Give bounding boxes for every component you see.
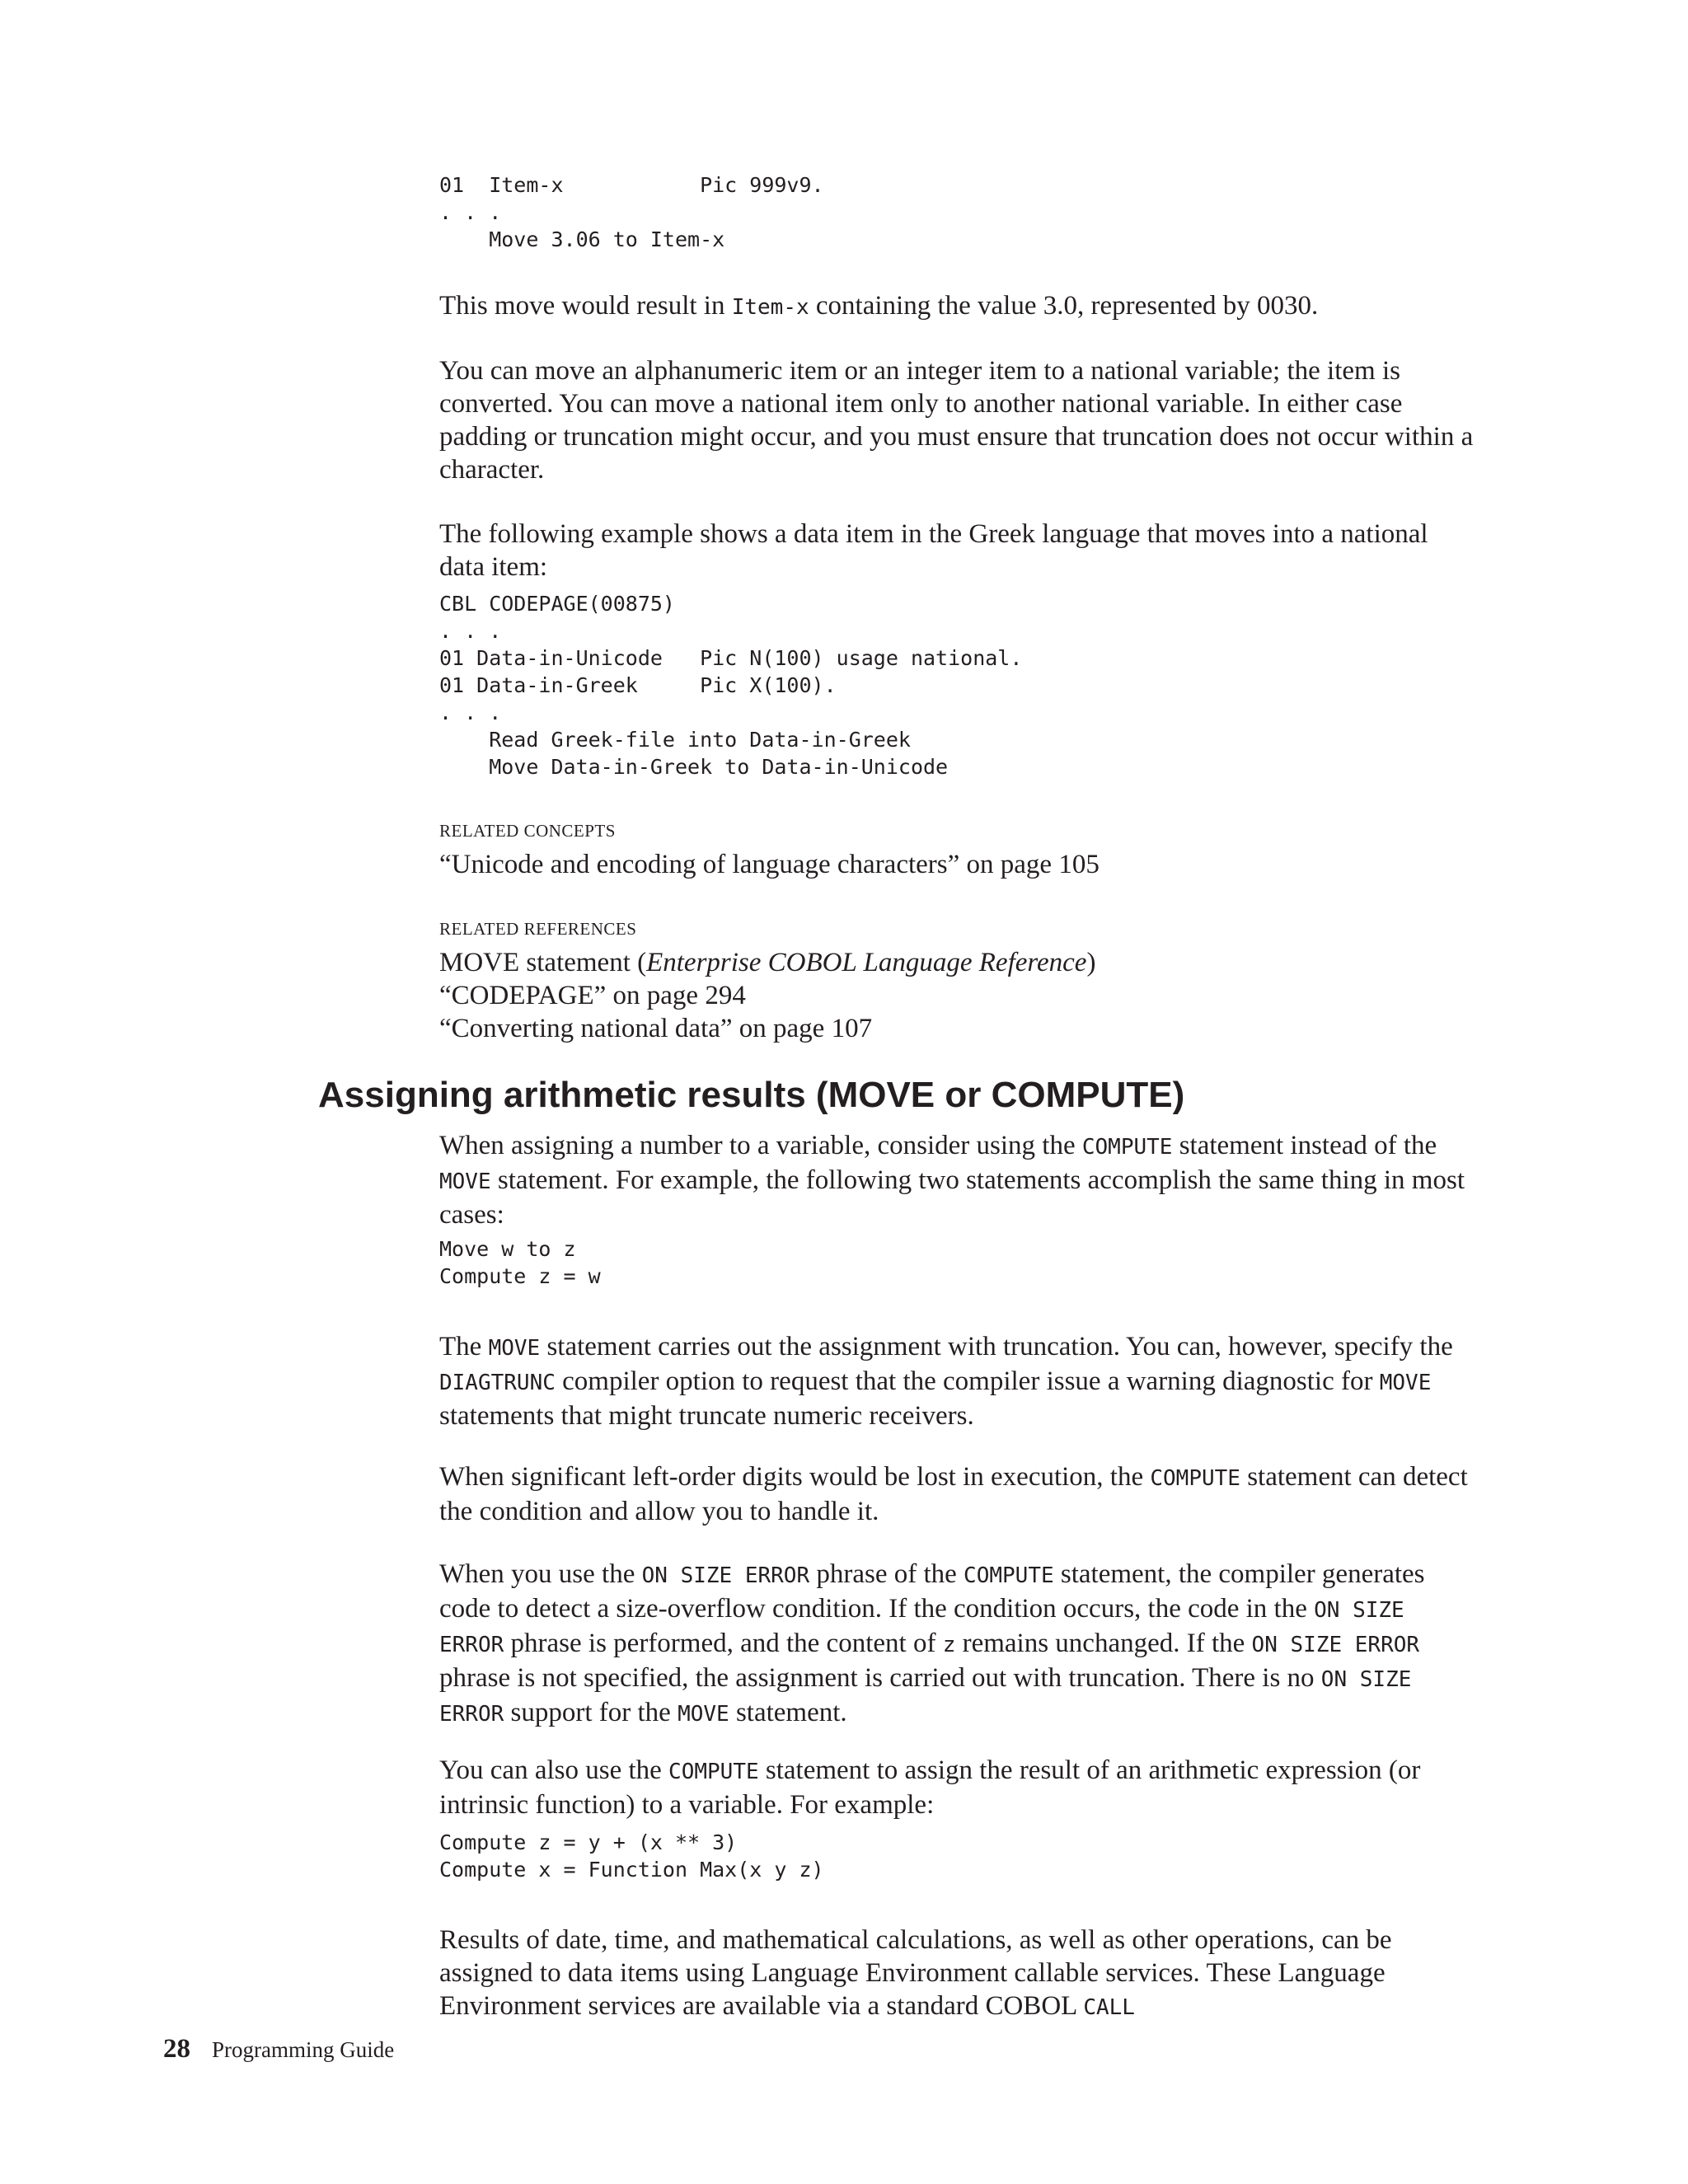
text-run: The <box>439 1332 489 1361</box>
inline-code: Item-x <box>731 295 809 320</box>
text-run: When assigning a number to a variable, consider using the <box>439 1131 1082 1160</box>
paragraph-on-size-error <box>439 1558 1478 1731</box>
book-title-footer: Programming Guide <box>212 2037 395 2062</box>
related-concepts-label: RELATED CONCEPTS <box>439 821 616 841</box>
related-references-label: RELATED REFERENCES <box>439 919 637 939</box>
text-run: phrase is not specified, the assignment is carried out with truncation. There is no <box>439 1663 1321 1693</box>
code-example-item-x: 01 Item-x Pic 999v9. . . . Move 3.06 to Item-x <box>439 173 824 251</box>
book-title: Enterprise COBOL Language Reference <box>646 948 1087 977</box>
paragraph-national-move: You can move an alphanumeric item or an integer item to a national variable; the item is converted. You can move a national item only to another national variable. In either case padding or truncation might occur, and you must ensure that truncation does not occur within a character. <box>439 356 1474 485</box>
inline-code: MOVE <box>1379 1371 1432 1395</box>
link-unicode-encoding[interactable]: “Unicode and encoding of language characters” on page 105 <box>439 850 1100 879</box>
link-codepage[interactable]: “CODEPAGE” on page 294 <box>439 981 746 1010</box>
inline-code: MOVE <box>678 1702 729 1727</box>
related-references-list <box>439 946 1478 1045</box>
inline-code: COMPUTE <box>1150 1466 1240 1491</box>
text-run: statement. <box>729 1698 847 1727</box>
inline-code: MOVE <box>488 1336 541 1361</box>
text-run: statements that might truncate numeric receivers. <box>439 1401 974 1431</box>
link-move-statement[interactable] <box>439 946 1478 979</box>
text-run: Results of date, time, and mathematical calculations, as well as other operations, can be assigned to data items using Language Environment callable services. These Language Environment services are available via a standard COBOL <box>439 1925 1392 2021</box>
text-run: statement. For example, the following two statements accomplish the same thing in most cases: <box>439 1165 1465 1230</box>
inline-code: COMPUTE <box>1081 1135 1173 1160</box>
inline-code: CALL <box>1083 1995 1135 2020</box>
text-run: remains unchanged. If the <box>955 1629 1252 1658</box>
paragraph-compute-vs-move <box>439 1129 1478 1231</box>
page-number: 28 <box>163 2034 190 2064</box>
text-run: statement carries out the assignment with truncation. You can, however, specify the <box>540 1332 1453 1361</box>
text-run: You can also use the <box>439 1755 669 1785</box>
inline-code: ON SIZE ERROR <box>1251 1633 1420 1657</box>
paragraph-move-truncation <box>439 1330 1478 1432</box>
paragraph-compute-detect <box>439 1460 1478 1528</box>
page-footer <box>163 2034 394 2064</box>
code-example-greek: CBL CODEPAGE(00875) . . . 01 Data-in-Unicode Pic N(100) usage national. 01 Data-in-Greek Pic X(100). . . . Read Greek-file into Data-in-Greek Move Data-in-Greek to Data-in-Unicode <box>439 592 1023 779</box>
text-run: statement to assign the result of an arithmetic expression (or intrinsic function) to a variable. For example: <box>439 1755 1421 1820</box>
inline-code: ON SIZE ERROR <box>439 1667 1412 1727</box>
text-run: When you use the <box>439 1559 642 1589</box>
inline-code: COMPUTE <box>668 1760 759 1784</box>
inline-code: z <box>942 1633 956 1657</box>
text-run: MOVE statement ( <box>439 948 647 977</box>
paragraph-compute-expression <box>439 1754 1478 1821</box>
text-run: support for the <box>504 1698 678 1727</box>
paragraph-callable-services <box>439 1924 1478 2024</box>
link-converting-national-data[interactable]: “Converting national data” on page 107 <box>439 1014 873 1043</box>
text-run: statement can detect the condition and allow you to handle it. <box>439 1462 1468 1526</box>
inline-code: COMPUTE <box>964 1563 1054 1588</box>
text-run: When significant left-order digits would be lost in execution, the <box>439 1462 1151 1492</box>
text-run: compiler option to request that the compiler issue a warning diagnostic for <box>555 1366 1380 1396</box>
text-run: phrase is performed, and the content of <box>504 1629 943 1658</box>
text-run: containing the value 3.0, represented by 0030. <box>809 291 1319 321</box>
code-example-compute-expressions: Compute z = y + (x ** 3) Compute x = Function Max(x y z) <box>439 1830 824 1882</box>
text-run: This move would result in <box>439 291 732 321</box>
section-heading: Assigning arithmetic results (MOVE or COMPUTE) <box>318 1075 1185 1115</box>
paragraph-move-result <box>439 289 1478 324</box>
text-run: ) <box>1086 948 1096 977</box>
inline-code: ON SIZE ERROR <box>439 1598 1404 1657</box>
inline-code: DIAGTRUNC <box>439 1371 556 1395</box>
text-run: phrase of the <box>809 1559 964 1589</box>
text-run: statement instead of the <box>1172 1131 1437 1160</box>
inline-code: ON SIZE ERROR <box>641 1563 810 1588</box>
related-concepts-list <box>439 848 1478 881</box>
text-run: statement, the compiler generates code to detect a size-overflow condition. If the condition occurs, the code in the <box>439 1559 1425 1624</box>
paragraph-greek-example-intro: The following example shows a data item in the Greek language that moves into a national data item: <box>439 519 1428 582</box>
code-example-move-compute: Move w to z Compute z = w <box>439 1237 601 1288</box>
inline-code: MOVE <box>439 1169 491 1194</box>
